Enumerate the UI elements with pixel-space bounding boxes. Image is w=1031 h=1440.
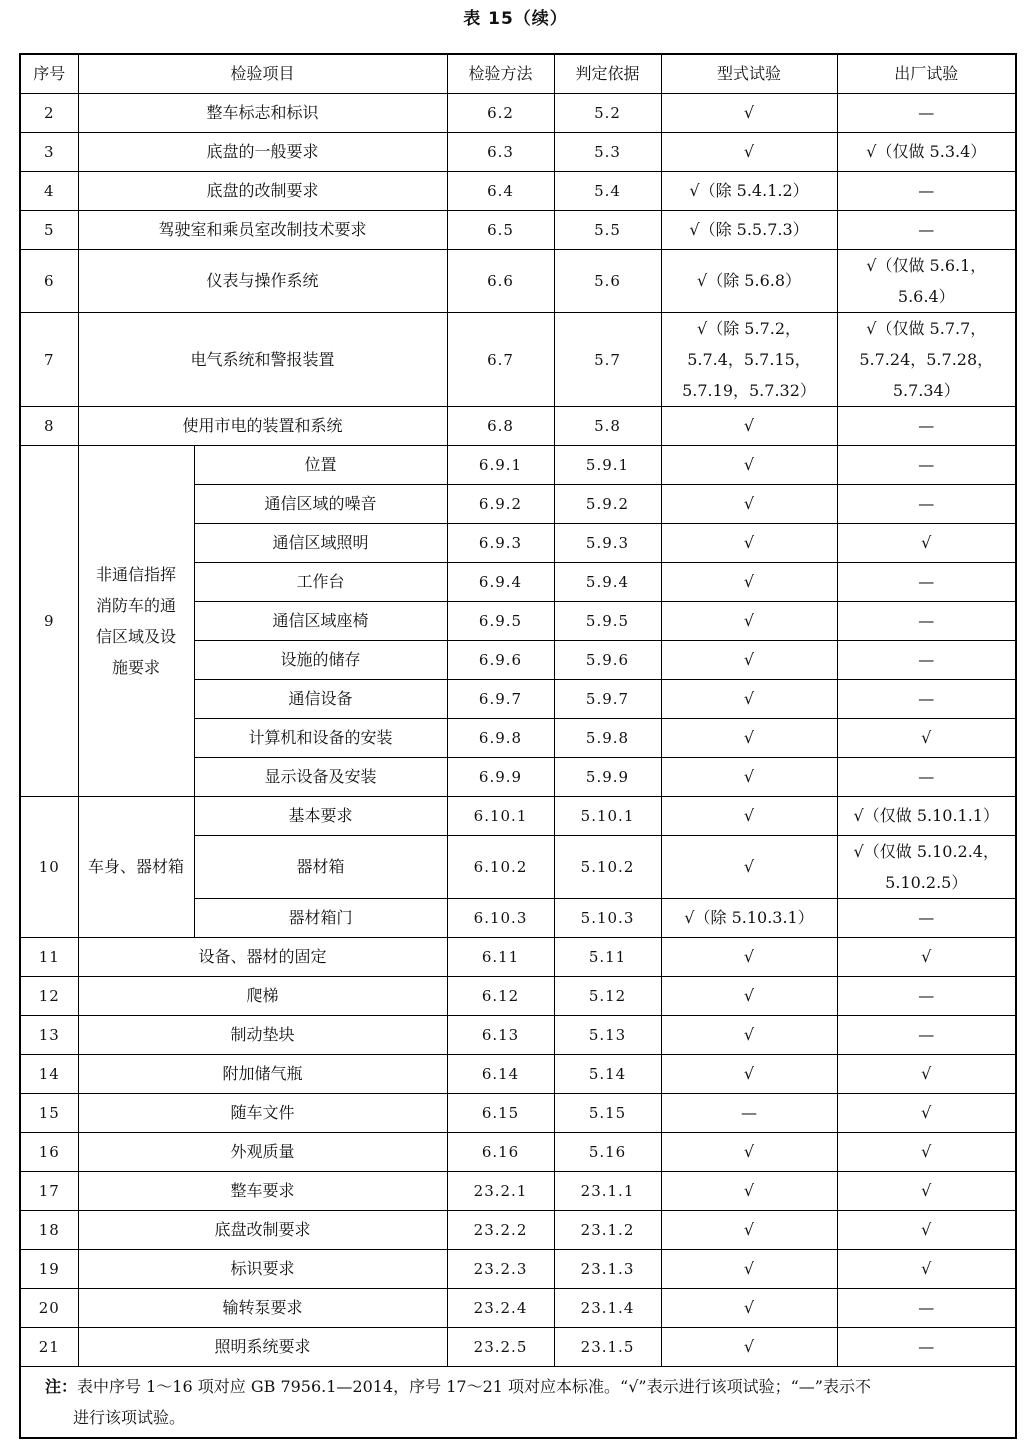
header-item: 检验项目 (78, 54, 447, 94)
row-method: 6.4 (447, 172, 554, 211)
row-basis: 5.9.9 (554, 758, 661, 797)
row-item: 外观质量 (78, 1133, 447, 1172)
row-no: 4 (20, 172, 78, 211)
table-row (20, 1055, 1016, 1094)
table-row (20, 211, 1016, 250)
row-method: 23.2.4 (447, 1289, 554, 1328)
row-method: 23.2.3 (447, 1250, 554, 1289)
row-type-test: √ (661, 563, 837, 602)
row-type-test: √ (661, 1328, 837, 1367)
table-row (20, 1328, 1016, 1367)
sub-item: 通信设备 (194, 680, 447, 719)
row-factory-test: √（仅做 5.10.1.1） (837, 797, 1016, 836)
inspection-table (19, 53, 1017, 1439)
row-basis: 5.10.1 (554, 797, 661, 836)
row-item: 设备、器材的固定 (78, 938, 447, 977)
row-type-test (661, 313, 837, 407)
row-method: 23.2.5 (447, 1328, 554, 1367)
sub-item: 工作台 (194, 563, 447, 602)
row-factory-test: √ (837, 1172, 1016, 1211)
table-row (20, 1250, 1016, 1289)
group-label-line: 消防车的通 (95, 596, 176, 615)
row-factory-test: — (837, 485, 1016, 524)
group-no: 10 (20, 797, 78, 938)
row-type-test: √ (661, 1250, 837, 1289)
sub-item: 基本要求 (194, 797, 447, 836)
row-factory-test: — (837, 1016, 1016, 1055)
row-no: 11 (20, 938, 78, 977)
row-item: 随车文件 (78, 1094, 447, 1133)
factory-line: 5.7.24，5.7.28， (859, 350, 994, 369)
row-item: 输转泵要求 (78, 1289, 447, 1328)
row-basis: 23.1.3 (554, 1250, 661, 1289)
row-type-test: √ (661, 641, 837, 680)
type-line: 5.7.19，5.7.32） (682, 381, 816, 400)
row-method: 6.3 (447, 133, 554, 172)
table-row (20, 938, 1016, 977)
row-basis: 5.2 (554, 94, 661, 133)
row-basis: 5.9.8 (554, 719, 661, 758)
row-item: 制动垫块 (78, 1016, 447, 1055)
row-method: 6.9.6 (447, 641, 554, 680)
row-basis: 5.10.2 (554, 836, 661, 899)
row-no: 21 (20, 1328, 78, 1367)
row-method: 6.10.1 (447, 797, 554, 836)
table-row (20, 446, 1016, 485)
row-factory-test (837, 836, 1016, 899)
table-row (20, 94, 1016, 133)
row-factory-test: — (837, 1328, 1016, 1367)
row-factory-test (837, 313, 1016, 407)
row-factory-test: — (837, 407, 1016, 446)
row-item: 标识要求 (78, 1250, 447, 1289)
sub-item: 计算机和设备的安装 (194, 719, 447, 758)
row-type-test: √ (661, 485, 837, 524)
header-row (20, 54, 1016, 94)
group-label-line: 非通信指挥 (95, 565, 176, 584)
factory-line: √（仅做 5.6.1， (866, 256, 987, 275)
row-type-test: √ (661, 758, 837, 797)
row-method: 6.5 (447, 211, 554, 250)
table-row (20, 1211, 1016, 1250)
row-factory-test: — (837, 211, 1016, 250)
row-basis: 5.13 (554, 1016, 661, 1055)
row-method: 6.7 (447, 313, 554, 407)
row-basis: 5.9.2 (554, 485, 661, 524)
row-method: 6.14 (447, 1055, 554, 1094)
row-type-test: √ (661, 1133, 837, 1172)
table-row (20, 797, 1016, 836)
group-label (78, 446, 194, 797)
sub-item: 通信区域座椅 (194, 602, 447, 641)
row-factory-test: — (837, 899, 1016, 938)
row-method: 23.2.1 (447, 1172, 554, 1211)
sub-item: 位置 (194, 446, 447, 485)
row-item: 爬梯 (78, 977, 447, 1016)
row-method: 6.8 (447, 407, 554, 446)
group-label-line: 信区域及设 (95, 627, 176, 646)
header-no: 序号 (20, 54, 78, 94)
row-type-test: √ (661, 524, 837, 563)
row-basis: 5.9.3 (554, 524, 661, 563)
row-type-test: √ (661, 680, 837, 719)
row-no: 12 (20, 977, 78, 1016)
row-no: 15 (20, 1094, 78, 1133)
row-method: 23.2.2 (447, 1211, 554, 1250)
row-type-test: √ (661, 1016, 837, 1055)
row-factory-test: — (837, 1289, 1016, 1328)
row-factory-test: — (837, 94, 1016, 133)
row-basis: 5.8 (554, 407, 661, 446)
row-item: 整车要求 (78, 1172, 447, 1211)
sub-item: 显示设备及安装 (194, 758, 447, 797)
row-type-test: √ (661, 1289, 837, 1328)
row-type-test: √（除 5.5.7.3） (661, 211, 837, 250)
row-type-test: √（除 5.4.1.2） (661, 172, 837, 211)
row-basis: 5.11 (554, 938, 661, 977)
row-basis: 5.3 (554, 133, 661, 172)
row-factory-test: √（仅做 5.3.4） (837, 133, 1016, 172)
row-basis: 5.16 (554, 1133, 661, 1172)
header-type-test: 型式试验 (661, 54, 837, 94)
row-method: 6.9.4 (447, 563, 554, 602)
row-item: 驾驶室和乘员室改制技术要求 (78, 211, 447, 250)
row-type-test: √（除 5.6.8） (661, 250, 837, 313)
row-basis: 5.7 (554, 313, 661, 407)
row-method: 6.9.7 (447, 680, 554, 719)
row-factory-test: — (837, 602, 1016, 641)
row-method: 6.10.3 (447, 899, 554, 938)
table-row (20, 977, 1016, 1016)
table-row (20, 407, 1016, 446)
row-method: 6.11 (447, 938, 554, 977)
row-no: 3 (20, 133, 78, 172)
row-no: 2 (20, 94, 78, 133)
sub-item: 器材箱门 (194, 899, 447, 938)
row-item: 底盘的改制要求 (78, 172, 447, 211)
row-factory-test: √ (837, 1055, 1016, 1094)
row-no: 8 (20, 407, 78, 446)
row-no: 13 (20, 1016, 78, 1055)
note-label: 注： (45, 1377, 78, 1396)
row-no: 18 (20, 1211, 78, 1250)
row-type-test: √ (661, 719, 837, 758)
row-basis: 5.6 (554, 250, 661, 313)
row-type-test: √ (661, 836, 837, 899)
row-basis: 5.4 (554, 172, 661, 211)
row-item: 使用市电的装置和系统 (78, 407, 447, 446)
row-factory-test: — (837, 563, 1016, 602)
type-line: √（除 5.7.2， (697, 319, 802, 338)
row-type-test: √ (661, 446, 837, 485)
row-factory-test: — (837, 641, 1016, 680)
row-factory-test: √ (837, 1250, 1016, 1289)
row-method: 6.2 (447, 94, 554, 133)
row-basis: 5.12 (554, 977, 661, 1016)
row-basis: 5.9.4 (554, 563, 661, 602)
row-item: 附加储气瓶 (78, 1055, 447, 1094)
row-basis: 5.9.1 (554, 446, 661, 485)
row-type-test: √ (661, 133, 837, 172)
row-basis: 5.9.6 (554, 641, 661, 680)
table-row (20, 1133, 1016, 1172)
header-factory-test: 出厂试验 (837, 54, 1016, 94)
row-basis: 23.1.4 (554, 1289, 661, 1328)
row-no: 7 (20, 313, 78, 407)
row-type-test: √ (661, 1172, 837, 1211)
row-basis: 5.5 (554, 211, 661, 250)
table-row (20, 1289, 1016, 1328)
row-no: 17 (20, 1172, 78, 1211)
row-basis: 5.9.7 (554, 680, 661, 719)
type-line: 5.7.4，5.7.15， (687, 350, 811, 369)
row-type-test: √ (661, 977, 837, 1016)
row-type-test: √ (661, 797, 837, 836)
row-method: 6.9.3 (447, 524, 554, 563)
row-no: 19 (20, 1250, 78, 1289)
row-factory-test: — (837, 758, 1016, 797)
row-type-test: √ (661, 1211, 837, 1250)
row-type-test: √（除 5.10.3.1） (661, 899, 837, 938)
header-method: 检验方法 (447, 54, 554, 94)
row-method: 6.9.5 (447, 602, 554, 641)
row-factory-test: √ (837, 938, 1016, 977)
note-line: 表中序号 1～16 项对应 GB 7956.1—2014，序号 17～21 项对应本标准。“√”表示进行该项试验；“—”表示不 (77, 1377, 871, 1396)
factory-line: √（仅做 5.10.2.4， (853, 842, 999, 861)
row-factory-test: √ (837, 719, 1016, 758)
sub-item: 通信区域的噪音 (194, 485, 447, 524)
row-type-test: √ (661, 94, 837, 133)
row-factory-test (837, 250, 1016, 313)
row-factory-test: √ (837, 524, 1016, 563)
group-label: 车身、器材箱 (78, 797, 194, 938)
factory-line: √（仅做 5.7.7， (866, 319, 987, 338)
row-no: 5 (20, 211, 78, 250)
table-row (20, 133, 1016, 172)
group-label-line: 施要求 (111, 658, 160, 677)
row-factory-test: √ (837, 1094, 1016, 1133)
table-row (20, 250, 1016, 313)
row-basis: 5.14 (554, 1055, 661, 1094)
table-note (20, 1367, 1016, 1439)
sub-item: 通信区域照明 (194, 524, 447, 563)
row-item: 底盘的一般要求 (78, 133, 447, 172)
row-factory-test: √ (837, 1133, 1016, 1172)
group-no: 9 (20, 446, 78, 797)
row-basis: 5.10.3 (554, 899, 661, 938)
row-method: 6.12 (447, 977, 554, 1016)
row-item: 照明系统要求 (78, 1328, 447, 1367)
note-line: 进行该项试验。 (73, 1408, 186, 1427)
header-basis: 判定依据 (554, 54, 661, 94)
row-basis: 23.1.5 (554, 1328, 661, 1367)
row-method: 6.16 (447, 1133, 554, 1172)
row-type-test: √ (661, 407, 837, 446)
table-row (20, 1094, 1016, 1133)
sub-item: 器材箱 (194, 836, 447, 899)
row-no: 16 (20, 1133, 78, 1172)
row-method: 6.6 (447, 250, 554, 313)
table-row (20, 313, 1016, 407)
row-no: 6 (20, 250, 78, 313)
row-type-test: — (661, 1094, 837, 1133)
row-factory-test: — (837, 446, 1016, 485)
row-type-test: √ (661, 602, 837, 641)
sub-item: 设施的储存 (194, 641, 447, 680)
row-item: 仪表与操作系统 (78, 250, 447, 313)
row-method: 6.15 (447, 1094, 554, 1133)
row-method: 6.9.9 (447, 758, 554, 797)
row-item: 整车标志和标识 (78, 94, 447, 133)
row-type-test: √ (661, 1055, 837, 1094)
row-basis: 5.15 (554, 1094, 661, 1133)
row-basis: 5.9.5 (554, 602, 661, 641)
factory-line: 5.7.34） (892, 381, 960, 400)
row-no: 20 (20, 1289, 78, 1328)
row-method: 6.13 (447, 1016, 554, 1055)
row-method: 6.9.8 (447, 719, 554, 758)
table-title: 表 15（续） (463, 9, 568, 29)
row-item: 电气系统和警报装置 (78, 313, 447, 407)
table-row (20, 1172, 1016, 1211)
row-factory-test: — (837, 977, 1016, 1016)
row-type-test: √ (661, 938, 837, 977)
row-factory-test: — (837, 680, 1016, 719)
factory-line: 5.6.4） (897, 287, 955, 306)
row-method: 6.10.2 (447, 836, 554, 899)
row-factory-test: — (837, 172, 1016, 211)
row-basis: 23.1.1 (554, 1172, 661, 1211)
row-basis: 23.1.2 (554, 1211, 661, 1250)
table-row (20, 1016, 1016, 1055)
note-row (20, 1367, 1016, 1439)
row-item: 底盘改制要求 (78, 1211, 447, 1250)
row-factory-test: √ (837, 1211, 1016, 1250)
factory-line: 5.10.2.5） (885, 873, 968, 892)
row-no: 14 (20, 1055, 78, 1094)
table-row (20, 172, 1016, 211)
row-method: 6.9.2 (447, 485, 554, 524)
row-method: 6.9.1 (447, 446, 554, 485)
